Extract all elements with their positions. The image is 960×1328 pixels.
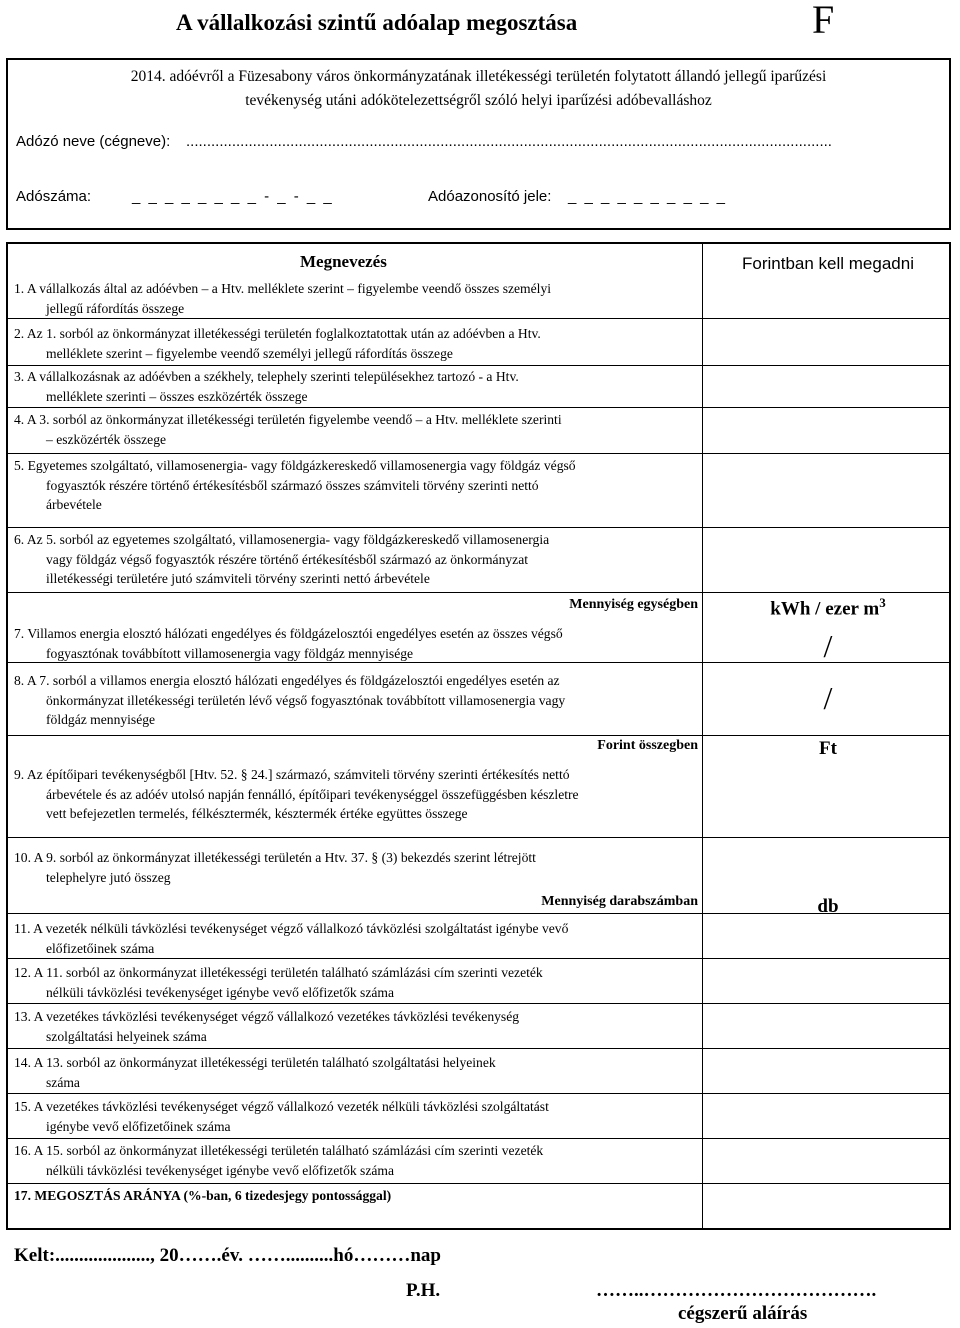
row-text: – eszközérték összege bbox=[46, 431, 167, 447]
row-text: nélküli távközlési tevékenységet igénybe vevő előfizetők száma bbox=[46, 1162, 395, 1178]
table-row-1 bbox=[14, 279, 704, 318]
table-row-3 bbox=[14, 367, 704, 406]
unit-quantity-value bbox=[706, 595, 950, 620]
unit-quantity-sup: 3 bbox=[879, 595, 886, 610]
row-text: melléklete szerint – figyelembe veendő személyi jellegű ráfordítás összege bbox=[46, 345, 453, 361]
table-row-14 bbox=[14, 1053, 704, 1092]
row-text: előfizetőinek száma bbox=[46, 940, 155, 956]
row-text: 1. A vállalkozás által az adóévben – a Htv. melléklete szerint – figyelembe veendő összes személyi bbox=[14, 281, 552, 296]
row-divider bbox=[6, 592, 951, 593]
row-text: 6. Az 5. sorból az egyetemes szolgáltató, villamosenergia- vagy földgázkereskedő villamosenergia bbox=[14, 532, 550, 547]
row-divider bbox=[6, 453, 951, 454]
form-letter: F bbox=[812, 0, 835, 42]
row-text: árbevétele és az adóév utolsó napján fennálló, építőipari tevékenységgel összefüggésben készletre bbox=[46, 786, 579, 802]
table-row-5 bbox=[14, 456, 704, 515]
row-text: 3. A vállalkozásnak az adóévben a székhely, telephely szerinti településekhez tartozó - a Htv. bbox=[14, 369, 519, 384]
table-row-4 bbox=[14, 410, 704, 449]
table-row-17 bbox=[14, 1186, 704, 1206]
unit-count-value: db bbox=[817, 896, 839, 917]
signature-label: cégszerű aláírás bbox=[678, 1303, 808, 1324]
table-row-15 bbox=[14, 1097, 704, 1136]
tax-number-field[interactable]: _ _ _ _ _ _ _ _ - _ - _ _ bbox=[132, 188, 334, 205]
row-text: fogyasztók részére történő értékesítésből származó összes számviteli törvény szerinti nettó bbox=[46, 477, 539, 493]
row-divider bbox=[6, 735, 951, 736]
row-text: földgáz mennyisége bbox=[46, 712, 156, 727]
row-divider bbox=[6, 958, 951, 959]
row-divider bbox=[6, 837, 951, 838]
row-text: 15. A vezetékes távközlési tevékenységet végző vállalkozó vezeték nélküli távközlési szolgáltatást bbox=[14, 1099, 549, 1114]
stamp-label: P.H. bbox=[406, 1280, 441, 1301]
table-row-12 bbox=[14, 963, 704, 1002]
unit-quantity-text: kWh / ezer m bbox=[770, 598, 880, 620]
table-row-8 bbox=[14, 671, 704, 730]
tax-id-label: Adóazonosító jele: bbox=[428, 188, 552, 205]
row-text: 9. Az építőipari tevékenységből [Htv. 52. § 24.] származó, számviteli törvény szerinti értékesítés nettó bbox=[14, 767, 570, 782]
table-row-2 bbox=[14, 324, 704, 363]
row-text: telephelyre jutó összeg bbox=[46, 869, 171, 885]
table-row-7 bbox=[14, 624, 704, 663]
row-text: árbevétele bbox=[46, 497, 102, 512]
row-text: igénybe vevő előfizetőinek száma bbox=[46, 1118, 231, 1134]
row-divider bbox=[6, 365, 951, 366]
column-header-name: Megnevezés bbox=[300, 252, 387, 271]
table-row-9 bbox=[14, 765, 704, 824]
row-text: 12. A 11. sorból az önkormányzat illetékességi területén található számlázási cím szerinti vezeték bbox=[14, 965, 543, 980]
row-divider bbox=[6, 407, 951, 408]
tax-id-field[interactable]: _ _ _ _ _ _ _ _ _ _ bbox=[568, 188, 727, 205]
row-divider bbox=[6, 1138, 951, 1139]
row-text: 2. Az 1. sorból az önkormányzat illetékességi területén foglalkoztatottak után az adóévben a Htv. bbox=[14, 326, 541, 341]
unit-count-label: Mennyiség darabszámban bbox=[541, 894, 698, 909]
page-title: A vállalkozási szintű adóalap megosztása bbox=[176, 10, 578, 35]
row-text: fogyasztónak továbbított villamosenergia vagy földgáz mennyisége bbox=[46, 645, 414, 661]
row-text: nélküli távközlési tevékenységet igénybe vevő előfizetők száma bbox=[46, 984, 395, 1000]
row-text: illetékességi területére jutó számviteli törvény szerinti nettó árbevétele bbox=[46, 571, 430, 586]
row-text: önkormányzat illetékességi területén lévő végső fogyasztónak továbbított villamosenergia vagy bbox=[46, 692, 566, 708]
row-text: melléklete szerinti – összes eszközérték összege bbox=[46, 388, 308, 404]
signature-line[interactable]: ……..………………………………. bbox=[596, 1280, 877, 1301]
taxpayer-name-label: Adózó neve (cégneve): bbox=[16, 133, 171, 150]
table-row-16 bbox=[14, 1141, 704, 1180]
column-header-value: Forintban kell megadni bbox=[742, 254, 914, 273]
row-divider bbox=[6, 318, 951, 319]
row-text: 7. Villamos energia elosztó hálózati engedélyes és földgázelosztói engedélyes esetén az összes végső bbox=[14, 626, 563, 641]
header-line-1: 2014. adóévről a Füzesabony város önkormányzatának illetékességi területén folytatott állandó jellegű iparűzési bbox=[130, 68, 827, 85]
row-divider bbox=[6, 1183, 951, 1184]
table-row-6 bbox=[14, 530, 704, 589]
table-row-13 bbox=[14, 1007, 704, 1046]
row-text: 8. A 7. sorból a villamos energia elosztó hálózati engedélyes és földgázelosztói engedélyes esetén az bbox=[14, 673, 560, 688]
row-text: 17. MEGOSZTÁS ARÁNYA (%-ban, 6 tizedesjegy pontossággal) bbox=[14, 1188, 392, 1203]
row-divider bbox=[6, 1093, 951, 1094]
row-text: jellegű ráfordítás összege bbox=[46, 300, 185, 316]
unit-forint-label: Forint összegben bbox=[597, 738, 698, 753]
header-line-2: tevékenység utáni adókötelezettségről szóló helyi iparűzési adóbevalláshoz bbox=[245, 92, 712, 109]
row-text: 5. Egyetemes szolgáltató, villamosenergia- vagy földgázkereskedő villamosenergia vagy földgáz végső bbox=[14, 458, 576, 473]
row-divider bbox=[6, 1003, 951, 1004]
row-text: 16. A 15. sorból az önkormányzat illetékességi területén található számlázási cím szerinti vezeték bbox=[14, 1143, 544, 1158]
table-row-11 bbox=[14, 919, 704, 958]
row-text: 10. A 9. sorból az önkormányzat illetékességi területén a Htv. 37. § (3) bekezdés szerint létrejött bbox=[14, 850, 536, 865]
row-text: 13. A vezetékes távközlési tevékenységet végző vállalkozó vezetékes távközlési tevékenység bbox=[14, 1009, 520, 1024]
unit-forint-value: Ft bbox=[819, 738, 837, 759]
tax-number-label: Adószáma: bbox=[16, 188, 92, 205]
row-divider bbox=[6, 527, 951, 528]
row-7-value[interactable]: / bbox=[823, 628, 833, 664]
row-text: száma bbox=[46, 1074, 80, 1090]
row-text: vagy földgáz végső fogyasztók részére történő értékesítésből származó az önkormányzat bbox=[46, 551, 529, 567]
row-text: 14. A 13. sorból az önkormányzat illetékességi területén található szolgáltatási helyeinek bbox=[14, 1055, 496, 1070]
row-text: szolgáltatási helyeinek száma bbox=[46, 1028, 207, 1044]
row-text: 11. A vezeték nélküli távközlési tevékenységet végző vállalkozó távközlési szolgáltatást igénybe vevő bbox=[14, 921, 569, 936]
date-line[interactable]: Kelt:...................., 20…….év. ……..........hó………nap bbox=[14, 1245, 441, 1266]
row-8-value[interactable]: / bbox=[823, 680, 833, 716]
taxpayer-name-field[interactable]: ........................................................................................................................................................... bbox=[186, 133, 832, 150]
row-text: 4. A 3. sorból az önkormányzat illetékességi területén figyelembe veendő – a Htv. melléklete szerinti bbox=[14, 412, 562, 427]
row-divider bbox=[6, 1048, 951, 1049]
row-text: vett befejezetlen termelés, félkésztermék, késztermék értéke együttes összege bbox=[46, 806, 468, 821]
table-row-10 bbox=[14, 848, 704, 887]
unit-quantity-label: Mennyiség egységben bbox=[569, 597, 698, 612]
